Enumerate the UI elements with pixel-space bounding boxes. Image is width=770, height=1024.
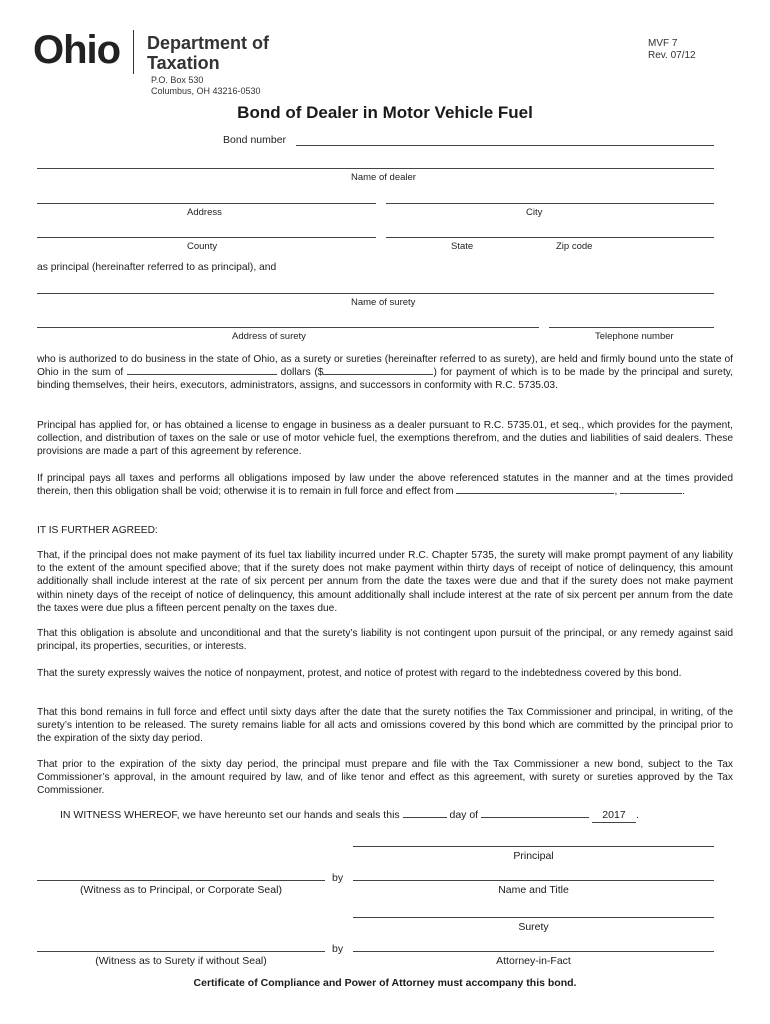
- address-line1: P.O. Box 530: [151, 75, 204, 85]
- witness-principal-caption: (Witness as to Principal, or Corporate Seal): [80, 884, 282, 896]
- principal-caption: Principal: [513, 850, 554, 862]
- paragraph-new-bond: That prior to the expiration of the sixty day period, the principal must prepare and file with the Tax Commissioner a new bond, subject to the Tax Commissioner’s approval, in the amount required by law, and of like tenor and effect as this agreement, with surety or sureties approved by the Tax Commissioner.: [37, 759, 733, 797]
- witness-end: .: [635, 809, 639, 821]
- page-title: Bond of Dealer in Motor Vehicle Fuel: [237, 103, 533, 122]
- telephone-field[interactable]: [549, 327, 714, 328]
- attorney-line[interactable]: [353, 951, 714, 952]
- effective-from-field[interactable]: [456, 493, 614, 494]
- city-caption: City: [526, 207, 543, 218]
- telephone-caption: Telephone number: [595, 331, 674, 342]
- mailing-address: [151, 75, 261, 97]
- bond-number-label: Bond number: [223, 134, 287, 146]
- zip-caption: Zip code: [556, 241, 593, 252]
- principal-name-title-line[interactable]: [353, 880, 714, 881]
- address-caption: Address: [187, 207, 222, 218]
- further-agreed-heading: IT IS FURTHER AGREED:: [37, 525, 158, 536]
- witness-year-field[interactable]: 2017: [592, 809, 636, 823]
- form-code: MVF 7: [648, 38, 678, 49]
- p3-text: If principal pays all taxes and performs all obligations imposed by law under the above referenced statutes in the manner and at the times provided therein, then this obligation shall be void; otherwise it is to remain in full force and effect from: [37, 473, 733, 498]
- witness-surety-line[interactable]: [37, 951, 325, 952]
- county-caption: County: [187, 241, 218, 252]
- by-label-surety: by: [332, 943, 344, 955]
- address-line2: Columbus, OH 43216-0530: [151, 86, 261, 96]
- revision: Rev. 07/12: [648, 50, 696, 61]
- witness-surety-caption: (Witness as to Surety if without Seal): [95, 955, 267, 967]
- bond-number-field[interactable]: [296, 145, 714, 146]
- surety-address-caption: Address of surety: [232, 331, 306, 342]
- effective-year-field[interactable]: [620, 493, 682, 494]
- paragraph-license: Principal has applied for, or has obtained a license to engage in business as a dealer pursuant to R.C. 5735.01, et seq., which provides for the payment, collection, and distribution of taxes on the sale or use of motor vehicle fuel, the exemptions therefrom, and the duties and liabilities of said dealers. These provisions are made a part of this agreement by reference.: [37, 420, 733, 458]
- witness-principal-line[interactable]: [37, 880, 325, 881]
- dealer-state-zip-field[interactable]: [386, 237, 714, 238]
- paragraph-sum: [37, 353, 733, 393]
- paragraph-payment: That, if the principal does not make payment of its fuel tax liability incurred under R.C. Chapter 5735, the surety will make prompt payment of any liability to the extent of the amount specified above; that if the surety does not make payment within thirty days of receipt of notice of delinquency, this amount additionally shall include interest at the rate of six percent per annum from the date the taxes were due and that if the surety does not make payment within ninety days of the receipt of notice of delinquency, this amount additionally shall include interest at the rate of six percent per annum from the date the taxes were due plus a fifteen percent penalty on the taxes due.: [37, 550, 733, 614]
- name-title-caption: Name and Title: [498, 884, 569, 896]
- principal-signature-line[interactable]: [353, 846, 714, 847]
- dept-line2: Taxation: [147, 53, 220, 73]
- witness-statement: [60, 809, 740, 823]
- surety-name-caption: Name of surety: [351, 297, 416, 308]
- p1-text-c: ) for payment of which is to be made by the principal and surety, binding themselves, their heirs, executors, administrators, assigns, and successors in conformity with R.C. 5735.03.: [37, 367, 733, 392]
- p1-text-a: who is authorized to do business in the state of Ohio, as a surety or sureties (hereinafter referred to as surety), are held and firmly bound unto the state of Ohio in the sum of: [37, 354, 733, 379]
- sum-words-field[interactable]: [127, 374, 277, 375]
- logo-divider: [133, 30, 134, 74]
- sum-amount-field[interactable]: [323, 374, 433, 375]
- by-label-principal: by: [332, 872, 344, 884]
- footer-note: Certificate of Compliance and Power of Attorney must accompany this bond.: [193, 977, 577, 989]
- department-name: [147, 33, 269, 73]
- witness-text-b: day of: [449, 809, 479, 821]
- paragraph-obligation: If principal pays all taxes and performs all obligations imposed by law under the above referenced statutes in the manner and at the times provided therein, then this obligation shall be void; otherwise it is to remain in full force and effect from , .: [37, 473, 733, 498]
- surety-signature-line[interactable]: [353, 917, 714, 918]
- paragraph-release: That this bond remains in full force and effect until sixty days after the date that the surety notifies the Tax Commissioner and principal, in writing, of the surety’s intention to be released. The surety remains liable for all acts and omissions covered by this bond which are committed by the principal prior to the expiration of the sixty day period.: [37, 707, 733, 745]
- form-code-block: [648, 38, 696, 62]
- dealer-name-caption: Name of dealer: [351, 172, 416, 183]
- witness-day-field[interactable]: [403, 817, 447, 818]
- dealer-county-field[interactable]: [37, 237, 376, 238]
- principal-intro: as principal (hereinafter referred to as principal), and: [37, 262, 277, 273]
- dealer-address-field[interactable]: [37, 203, 376, 204]
- paragraph-absolute: That this obligation is absolute and unconditional and that the surety’s liability is not contingent upon pursuit of the principal, or any remedy against said principal, its properties, securities, or interests.: [37, 628, 733, 653]
- surety-caption: Surety: [518, 921, 549, 933]
- dealer-name-field[interactable]: [37, 168, 714, 169]
- ohio-logo: Ohio: [33, 28, 121, 72]
- surety-address-field[interactable]: [37, 327, 539, 328]
- p1-text-b: dollars ($: [280, 367, 324, 379]
- attorney-caption: Attorney-in-Fact: [496, 955, 571, 967]
- paragraph-waiver: That the surety expressly waives the notice of nonpayment, protest, and notice of protest with regard to the indebtedness covered by this bond.: [37, 668, 682, 679]
- dealer-city-field[interactable]: [386, 203, 714, 204]
- surety-name-field[interactable]: [37, 293, 714, 294]
- witness-text-a: IN WITNESS WHEREOF, we have hereunto set our hands and seals this: [60, 809, 400, 821]
- dept-line1: Department of: [147, 33, 270, 53]
- state-caption: State: [451, 241, 474, 252]
- witness-month-field[interactable]: [481, 817, 589, 818]
